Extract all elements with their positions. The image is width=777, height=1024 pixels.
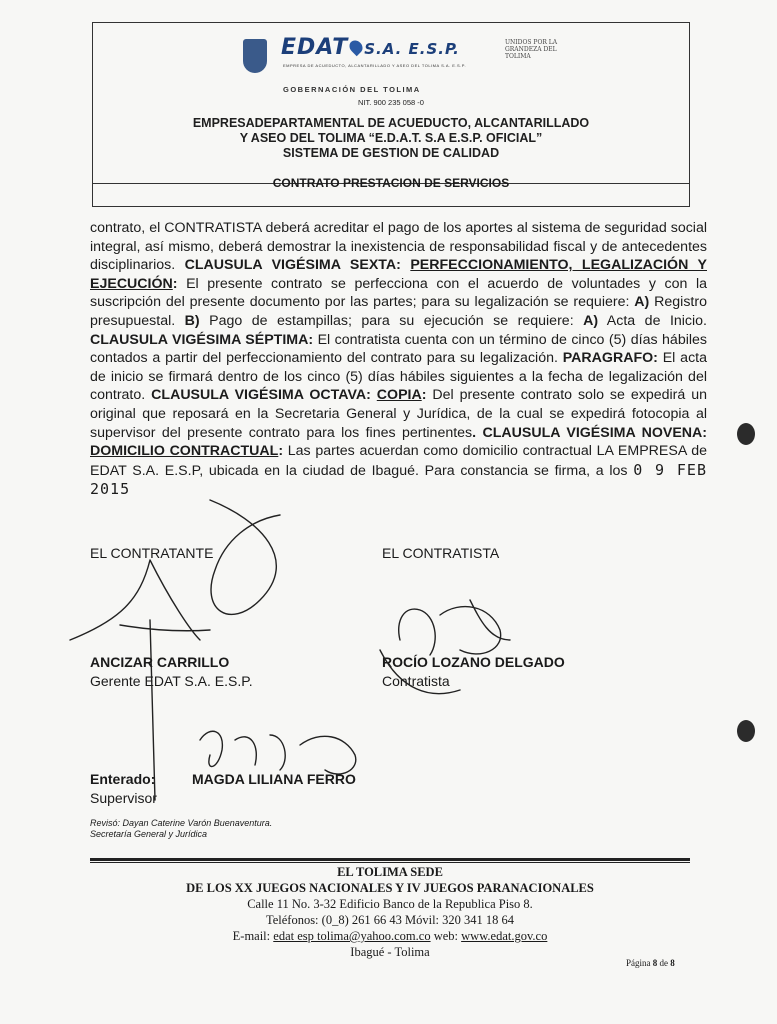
web-link[interactable]: www.edat.gov.co — [461, 929, 548, 943]
clause-26-subtitle: PERFECCIONAMIENTO, LEGALIZACIÓN Y EJECUCIÓN — [90, 257, 707, 292]
clause-26-title: CLAUSULA VIGÉSIMA SEXTA: — [184, 257, 411, 274]
binder-hole-icon — [737, 423, 755, 445]
quality-system-line: SISTEMA DE GESTION DE CALIDAD — [282, 146, 500, 160]
contract-type-title: CONTRATO PRESTACION DE SERVICIOS — [272, 176, 510, 190]
clause-28-title: CLAUSULA VIGÉSIMA OCTAVA: — [151, 387, 377, 404]
company-name — [93, 116, 689, 161]
clause-28-colon: : — [421, 387, 427, 404]
logo-word-text: EDAT — [281, 35, 349, 60]
footer-city: Ibagué - Tolima — [350, 945, 430, 959]
date-stamp: 0 9 FEB 2015 — [90, 460, 707, 499]
contratante-name: ANCIZAR CARRILLO — [90, 654, 230, 670]
clause-28-dot: . — [472, 424, 483, 441]
clause-27-text: El contratista cuenta con un término de cinco (5) días hábiles contados a partir del perfeccionamiento del contrato para su legalización. — [90, 331, 707, 367]
contratante-role: Gerente EDAT S.A. E.S.P. — [90, 673, 253, 689]
footer-rule — [90, 858, 690, 861]
nit-number: NIT. 900 235 058 -0 — [358, 98, 424, 107]
tolima-shield-icon — [243, 39, 267, 73]
page-number — [626, 958, 675, 968]
footer-rule-thin — [90, 862, 690, 863]
footer-phones: Teléfonos: (0_8) 261 66 43 Móvil: 320 341 18 64 — [265, 913, 515, 927]
revision-line1: Revisó: Dayan Caterine Varón Buenaventura. — [90, 818, 273, 828]
supervisor-role: Supervisor — [90, 790, 157, 806]
footer-contact — [90, 928, 690, 944]
logo-suffix-text: S.A. E.S.P. — [364, 40, 460, 58]
clause-26-text: Acta de Inicio. — [598, 312, 708, 329]
clause-29-colon: : — [278, 443, 284, 460]
page-of: de — [657, 958, 671, 968]
clause-26-item-b: B) — [184, 312, 200, 329]
page-current: 8 — [652, 958, 658, 968]
document-header — [92, 22, 690, 207]
page-total: 8 — [670, 958, 675, 968]
logo-wordmark — [281, 35, 460, 60]
clause-26-text: Pago de estampillas; para su ejecución se requiere: — [199, 312, 584, 329]
contratista-name: ROCÍO LOZANO DELGADO — [382, 654, 565, 670]
contratante-label: EL CONTRATANTE — [90, 545, 214, 561]
paragrafo-text: El acta de inicio se firmará dentro de los cinco (5) días hábiles siguientes a la fecha de legalización del contrato. — [90, 350, 707, 404]
unidos-slogan: UNIDOS POR LA GRANDEZA DEL TOLIMA — [505, 39, 558, 60]
enterado-label: Enterado: — [90, 771, 156, 787]
paragrafo-title: PARAGRAFO: — [562, 350, 658, 367]
document-footer — [90, 864, 690, 960]
contratista-label: EL CONTRATISTA — [382, 545, 500, 561]
company-name-line1: EMPRESADEPARTAMENTAL DE ACUEDUCTO, ALCANTARILLADO — [192, 116, 590, 130]
logo-subtitle: EMPRESA DE ACUEDUCTO, ALCANTARILLADO Y ASEO DEL TOLIMA S.A. E.S.P. — [283, 63, 467, 68]
company-name-line2: Y ASEO DEL TOLIMA “E.D.A.T. S.A E.S.P. OFICIAL” — [239, 131, 543, 145]
clause-29-subtitle: DOMICILIO CONTRACTUAL — [90, 443, 279, 460]
header-info-box — [93, 23, 689, 184]
water-drop-icon — [347, 38, 365, 56]
revision-note — [90, 818, 272, 840]
clause-26-text: Registro presupuestal. — [90, 294, 707, 329]
gobernacion-text: GOBERNACIÓN DEL TOLIMA — [283, 85, 421, 94]
clause-28-subtitle: COPIA — [376, 387, 422, 404]
footer-line2: DE LOS XX JUEGOS NACIONALES Y IV JUEGOS PARANACIONALES — [186, 881, 594, 895]
contratista-role: Contratista — [382, 673, 450, 689]
clause-27-title: CLAUSULA VIGÉSIMA SÉPTIMA: — [90, 331, 314, 348]
clause-29-text: Las partes acuerdan como domicilio contractual LA EMPRESA de EDAT S.A. E.S.P, ubicada en la ciudad de Ibagué. Para constancia se firma, a los — [90, 443, 707, 479]
email-label: E-mail: — [232, 929, 274, 943]
clause-26-text: El presente contrato se perfecciona con el acuerdo de voluntades y con la suscripción del presente documento por las partes; para su legalización se requiere: — [90, 275, 707, 311]
supervisor-signature — [200, 731, 356, 774]
supervisor-name: MAGDA LILIANA FERRO — [192, 771, 356, 787]
binder-hole-icon — [737, 720, 755, 742]
page-label: Página — [626, 958, 653, 968]
clause-29-title: CLAUSULA VIGÉSIMA NOVENA: — [482, 424, 707, 441]
clause-28-text: Del presente contrato solo se expedirá un original que reposará en la Secretaria General y Jurídica, de la cual se expedirá fotocopia al supervisor del presente contrato para los fines pertinentes — [90, 387, 707, 441]
footer-address: Calle 11 No. 3-32 Edificio Banco de la Republica Piso 8. — [247, 897, 533, 911]
clause-26-item-a2: A) — [583, 312, 599, 329]
clause-text: contrato, el CONTRATISTA deberá acreditar el pago de los aportes al sistema de seguridad social integral, así mismo, deberá demostrar la inexistencia de responsabilidad fiscal y de antecedentes disciplinarios. — [90, 220, 707, 274]
web-label: web: — [430, 929, 462, 943]
email-link[interactable]: edat esp tolima@yahoo.com.co — [273, 929, 431, 943]
clause-26-colon: : — [172, 275, 178, 292]
edat-logo — [243, 35, 623, 95]
contract-body — [90, 219, 707, 500]
footer-line1: EL TOLIMA SEDE — [337, 865, 443, 879]
clause-26-item-a: A) — [634, 294, 650, 311]
revision-line2: Secretaría General y Jurídica — [90, 829, 208, 839]
